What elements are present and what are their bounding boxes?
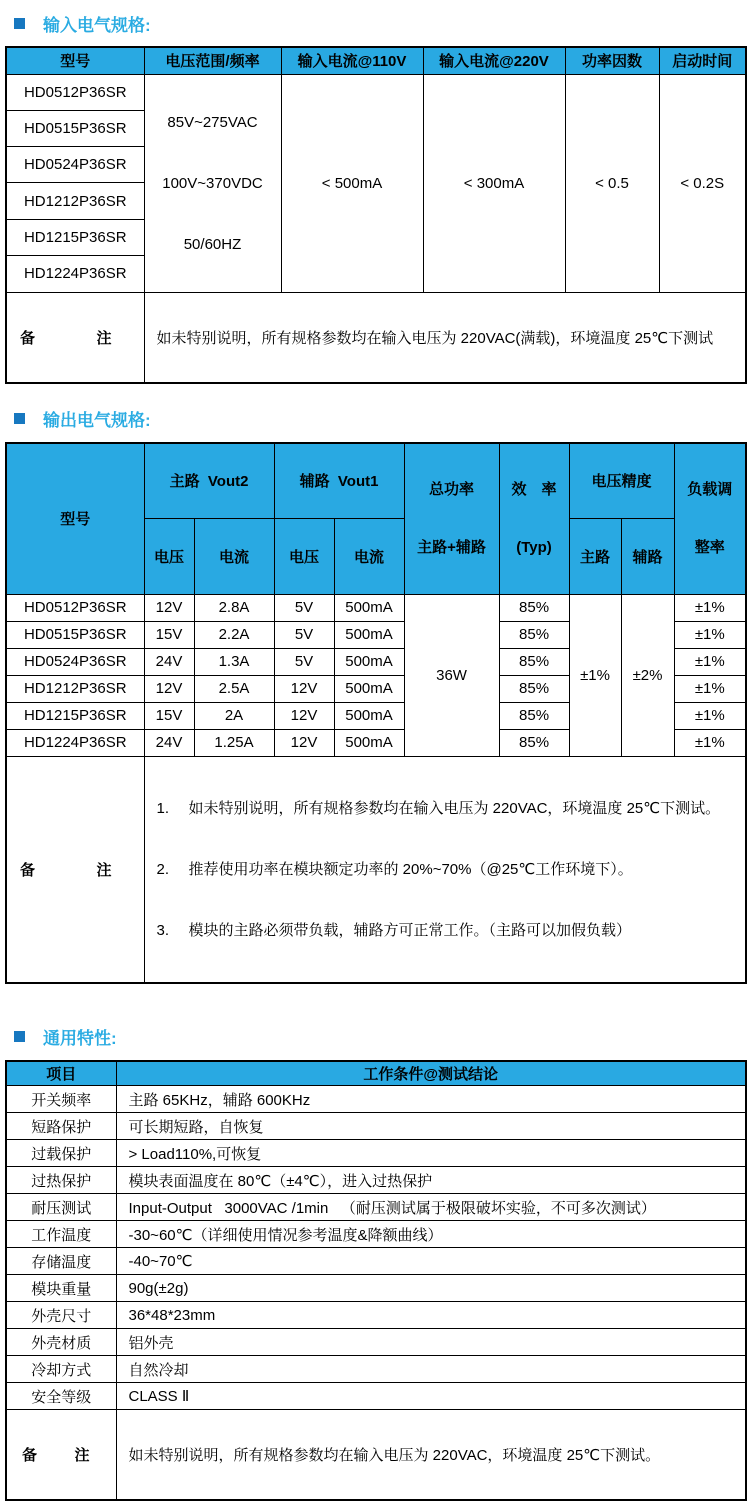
col-header-precision-aux: 辅路 bbox=[621, 518, 674, 594]
cell-item: 过热保护 bbox=[6, 1167, 116, 1194]
cell-main-voltage: 24V bbox=[144, 729, 194, 756]
note-item bbox=[157, 795, 746, 822]
cell-model: HD1224P36SR bbox=[6, 729, 144, 756]
cell-item: 安全等级 bbox=[6, 1383, 116, 1410]
note-item bbox=[157, 856, 746, 883]
header-line: 主路+辅路 bbox=[405, 536, 499, 560]
cell-main-current: 2.2A bbox=[194, 621, 274, 648]
cell-aux-voltage: 12V bbox=[274, 729, 334, 756]
general-spec-table bbox=[5, 1060, 747, 1501]
cell-value: -30~60℃（详细使用情况参考温度&降额曲线） bbox=[116, 1221, 746, 1248]
cell-model: HD0512P36SR bbox=[6, 74, 144, 110]
cell-item: 外壳尺寸 bbox=[6, 1302, 116, 1329]
cell-aux-voltage: 5V bbox=[274, 621, 334, 648]
cell-load-regulation: ±1% bbox=[674, 702, 746, 729]
cell-precision-aux: ±2% bbox=[621, 594, 674, 756]
note-items-cell bbox=[144, 756, 746, 983]
cell-item: 冷却方式 bbox=[6, 1356, 116, 1383]
cell-load-regulation: ±1% bbox=[674, 729, 746, 756]
note-text-cell: 如未特别说明，所有规格参数均在输入电压为 220VAC，环境温度 25℃下测试。 bbox=[116, 1410, 746, 1501]
cell-value: 可长期短路，自恢复 bbox=[116, 1113, 746, 1140]
bullet-square-icon bbox=[14, 1031, 25, 1042]
cell-value: 模块表面温度在 80℃（±4℃），进入过热保护 bbox=[116, 1167, 746, 1194]
cell-value: 铝外壳 bbox=[116, 1329, 746, 1356]
cell-item: 短路保护 bbox=[6, 1113, 116, 1140]
bullet-square-icon bbox=[14, 18, 25, 29]
cell-main-current: 1.3A bbox=[194, 648, 274, 675]
cell-value: Input-Output 3000VAC /1min （耐压测试属于极限破坏实验，不可多次测试） bbox=[116, 1194, 746, 1221]
cell-main-current: 2.5A bbox=[194, 675, 274, 702]
cell-main-voltage: 24V bbox=[144, 648, 194, 675]
cell-model: HD0515P36SR bbox=[6, 621, 144, 648]
cell-model: HD1212P36SR bbox=[6, 183, 144, 219]
output-spec-table bbox=[5, 442, 747, 984]
cell-efficiency: 85% bbox=[499, 702, 569, 729]
cell-aux-voltage: 12V bbox=[274, 702, 334, 729]
col-header-main-vout2: 主路 Vout2 bbox=[144, 443, 274, 519]
cell-aux-current: 500mA bbox=[334, 729, 404, 756]
cell-voltage-range bbox=[144, 74, 281, 292]
col-header-main-voltage: 电压 bbox=[144, 518, 194, 594]
col-header-voltage-range: 电压范围/频率 bbox=[144, 47, 281, 74]
cell-model: HD1212P36SR bbox=[6, 675, 144, 702]
cell-value: 36*48*23mm bbox=[116, 1302, 746, 1329]
cell-main-current: 2A bbox=[194, 702, 274, 729]
col-header-current-220v: 输入电流@220V bbox=[423, 47, 565, 74]
cell-item: 耐压测试 bbox=[6, 1194, 116, 1221]
header-line: 整率 bbox=[675, 536, 746, 560]
cell-load-regulation: ±1% bbox=[674, 648, 746, 675]
col-header-total-power bbox=[404, 443, 499, 595]
col-header-aux-vout1: 辅路 Vout1 bbox=[274, 443, 404, 519]
cell-precision-main: ±1% bbox=[569, 594, 621, 756]
col-header-aux-voltage: 电压 bbox=[274, 518, 334, 594]
note-label-right: 注 bbox=[96, 859, 111, 880]
cell-aux-current: 500mA bbox=[334, 648, 404, 675]
cell-load-regulation: ±1% bbox=[674, 675, 746, 702]
cell-value: CLASS Ⅱ bbox=[116, 1383, 746, 1410]
section-title-general-text: 通用特性: bbox=[43, 1024, 117, 1049]
note-item bbox=[157, 917, 746, 944]
header-line: 效 率 bbox=[500, 478, 569, 502]
cell-efficiency: 85% bbox=[499, 729, 569, 756]
cell-startup-time: < 0.2S bbox=[659, 74, 746, 292]
cell-model: HD0524P36SR bbox=[6, 147, 144, 183]
note-item-text: 模块的主路必须带负载，辅路方可正常工作。（主路可以加假负载） bbox=[175, 917, 632, 944]
cell-model: HD1215P36SR bbox=[6, 219, 144, 255]
col-header-efficiency bbox=[499, 443, 569, 595]
cell-aux-voltage: 5V bbox=[274, 648, 334, 675]
cell-model: HD1215P36SR bbox=[6, 702, 144, 729]
cell-efficiency: 85% bbox=[499, 648, 569, 675]
col-header-current-110v: 输入电流@110V bbox=[281, 47, 423, 74]
cell-model: HD0524P36SR bbox=[6, 648, 144, 675]
cell-model: HD1224P36SR bbox=[6, 256, 144, 292]
input-spec-table bbox=[5, 46, 747, 384]
note-label-left: 备 bbox=[20, 327, 35, 348]
cell-aux-voltage: 12V bbox=[274, 675, 334, 702]
cell-main-voltage: 12V bbox=[144, 594, 194, 621]
note-label-left: 备 bbox=[22, 1444, 37, 1465]
cell-aux-current: 500mA bbox=[334, 702, 404, 729]
cell-load-regulation: ±1% bbox=[674, 594, 746, 621]
note-text-cell: 如未特别说明，所有规格参数均在输入电压为 220VAC(满载)，环境温度 25℃下测试 bbox=[144, 292, 746, 383]
cell-main-voltage: 12V bbox=[144, 675, 194, 702]
cell-efficiency: 85% bbox=[499, 621, 569, 648]
cell-total-power: 36W bbox=[404, 594, 499, 756]
cell-item: 外壳材质 bbox=[6, 1329, 116, 1356]
header-line: (Typ) bbox=[500, 536, 569, 560]
col-header-model: 型号 bbox=[6, 47, 144, 74]
cell-item: 存储温度 bbox=[6, 1248, 116, 1275]
cell-efficiency: 85% bbox=[499, 675, 569, 702]
cell-value: 90g(±2g) bbox=[116, 1275, 746, 1302]
cell-aux-voltage: 5V bbox=[274, 594, 334, 621]
note-item-number: 2. bbox=[157, 856, 175, 883]
cell-main-voltage: 15V bbox=[144, 702, 194, 729]
note-item-number: 1. bbox=[157, 795, 175, 822]
col-header-voltage-precision: 电压精度 bbox=[569, 443, 674, 519]
voltage-range-line: 100V~370VDC bbox=[145, 170, 281, 197]
cell-value: 主路 65KHz，辅路 600KHz bbox=[116, 1086, 746, 1113]
cell-model: HD0515P36SR bbox=[6, 110, 144, 146]
header-line: 总功率 bbox=[405, 478, 499, 502]
col-header-main-current: 电流 bbox=[194, 518, 274, 594]
voltage-range-line: 50/60HZ bbox=[145, 231, 281, 258]
cell-model: HD0512P36SR bbox=[6, 594, 144, 621]
cell-item: 开关频率 bbox=[6, 1086, 116, 1113]
note-label-cell bbox=[6, 1410, 116, 1501]
cell-aux-current: 500mA bbox=[334, 621, 404, 648]
cell-main-current: 2.8A bbox=[194, 594, 274, 621]
header-line: 负载调 bbox=[675, 478, 746, 502]
section-title-general bbox=[14, 1026, 750, 1048]
cell-current-220v: < 300mA bbox=[423, 74, 565, 292]
col-header-load-regulation bbox=[674, 443, 746, 595]
note-label-right: 注 bbox=[96, 327, 111, 348]
cell-item: 模块重量 bbox=[6, 1275, 116, 1302]
col-header-aux-current: 电流 bbox=[334, 518, 404, 594]
cell-value: -40~70℃ bbox=[116, 1248, 746, 1275]
section-title-output-text: 输出电气规格: bbox=[43, 406, 151, 431]
cell-value: 自然冷却 bbox=[116, 1356, 746, 1383]
section-title-input-text: 输入电气规格: bbox=[43, 11, 151, 36]
cell-item: 工作温度 bbox=[6, 1221, 116, 1248]
cell-current-110v: < 500mA bbox=[281, 74, 423, 292]
col-header-power-factor: 功率因数 bbox=[565, 47, 659, 74]
note-item-text: 如未特别说明，所有规格参数均在输入电压为 220VAC，环境温度 25℃下测试。 bbox=[175, 795, 721, 822]
cell-main-current: 1.25A bbox=[194, 729, 274, 756]
cell-main-voltage: 15V bbox=[144, 621, 194, 648]
cell-value: > Load110%,可恢复 bbox=[116, 1140, 746, 1167]
col-header-startup-time: 启动时间 bbox=[659, 47, 746, 74]
voltage-range-line: 85V~275VAC bbox=[145, 109, 281, 136]
bullet-square-icon bbox=[14, 413, 25, 424]
note-item-text: 推荐使用功率在模块额定功率的 20%~70%（@25℃工作环境下）。 bbox=[175, 856, 633, 883]
cell-item: 过载保护 bbox=[6, 1140, 116, 1167]
cell-power-factor: < 0.5 bbox=[565, 74, 659, 292]
cell-aux-current: 500mA bbox=[334, 675, 404, 702]
cell-aux-current: 500mA bbox=[334, 594, 404, 621]
section-title-input bbox=[14, 0, 750, 34]
col-header-item: 项目 bbox=[6, 1061, 116, 1086]
col-header-model: 型号 bbox=[6, 443, 144, 595]
cell-load-regulation: ±1% bbox=[674, 621, 746, 648]
note-label-cell bbox=[6, 292, 144, 383]
note-item-number: 3. bbox=[157, 917, 175, 944]
col-header-conditions: 工作条件@测试结论 bbox=[116, 1061, 746, 1086]
col-header-precision-main: 主路 bbox=[569, 518, 621, 594]
cell-efficiency: 85% bbox=[499, 594, 569, 621]
section-title-output bbox=[14, 408, 750, 430]
note-label-cell bbox=[6, 756, 144, 983]
note-label-left: 备 bbox=[20, 859, 35, 880]
note-label-right: 注 bbox=[74, 1444, 89, 1465]
